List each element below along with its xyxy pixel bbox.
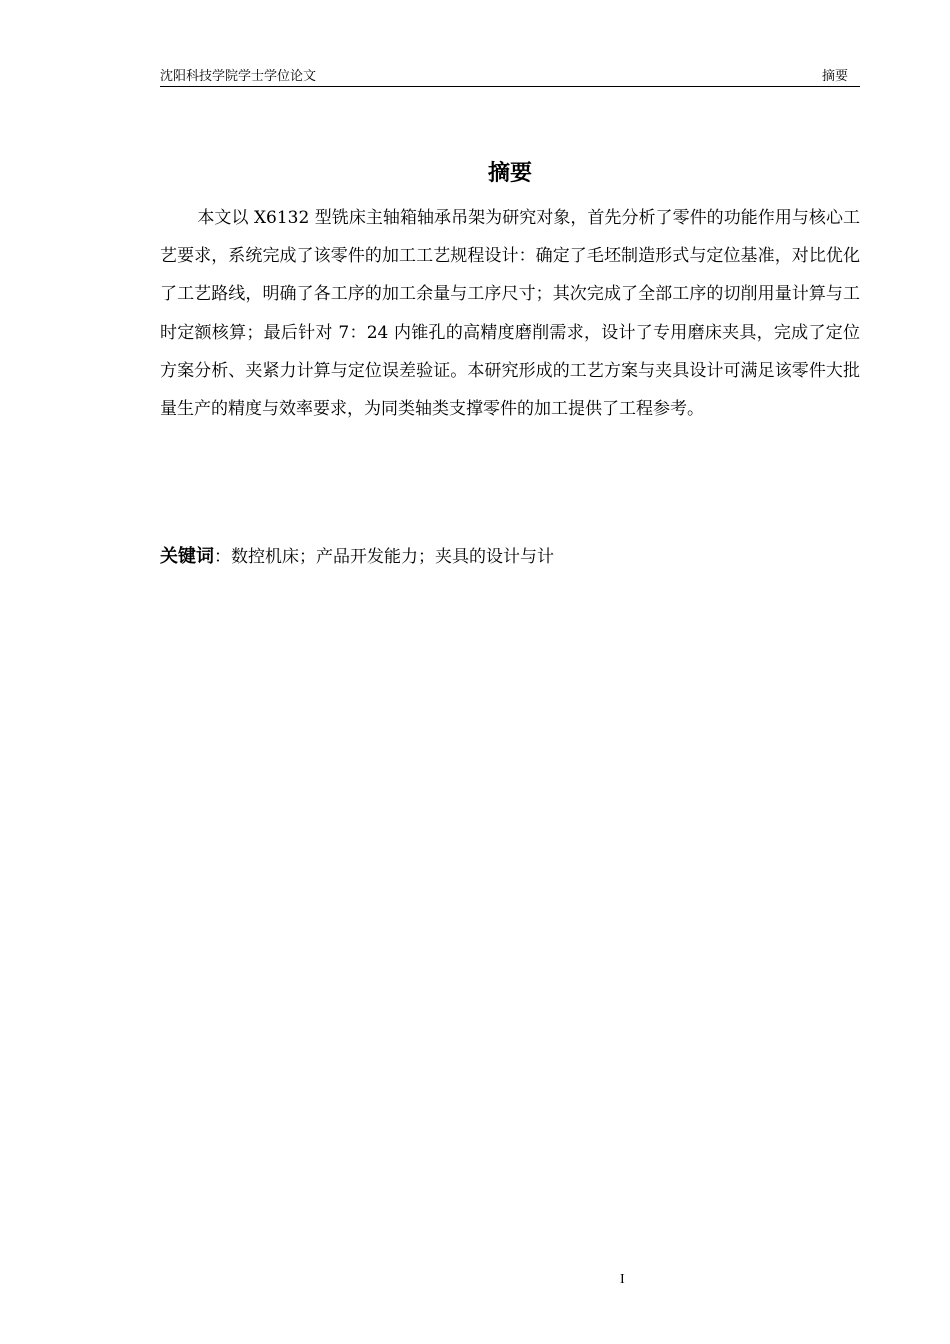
page-header [160,66,860,87]
header-thesis-title: 沈阳科技学院学士学位论文 [160,68,317,83]
abstract-paragraph: 本文以 X6132 型铣床主轴箱轴承吊架为研究对象，首先分析了零件的功能作用与核心工艺要求，系统完成了该零件的加工工艺规程设计：确定了毛坯制造形式与定位基准，对比优化了工艺路线，明确了各工序的加工余量与工序尺寸；其次完成了全部工序的切削用量计算与工时定额核算；最后针对 7：24 内锥孔的高精度磨削需求，设计了专用磨床夹具，完成了定位方案分析、夹紧力计算与定位误差验证。本研究形成的工艺方案与夹具设计可满足该零件大批量生产的精度与效率要求，为同类轴类支撑零件的加工提供了工程参考。 [160,208,860,420]
keywords-line [160,538,860,576]
keywords-text: 数控机床；产品开发能力；夹具的设计与计 [231,547,554,567]
page-number: I [620,1272,625,1287]
keywords-label: 关键词 [160,546,214,567]
keywords-separator: ： [214,547,231,567]
abstract-title: 摘要 [487,161,532,186]
header-section-title: 摘要 [821,68,848,83]
